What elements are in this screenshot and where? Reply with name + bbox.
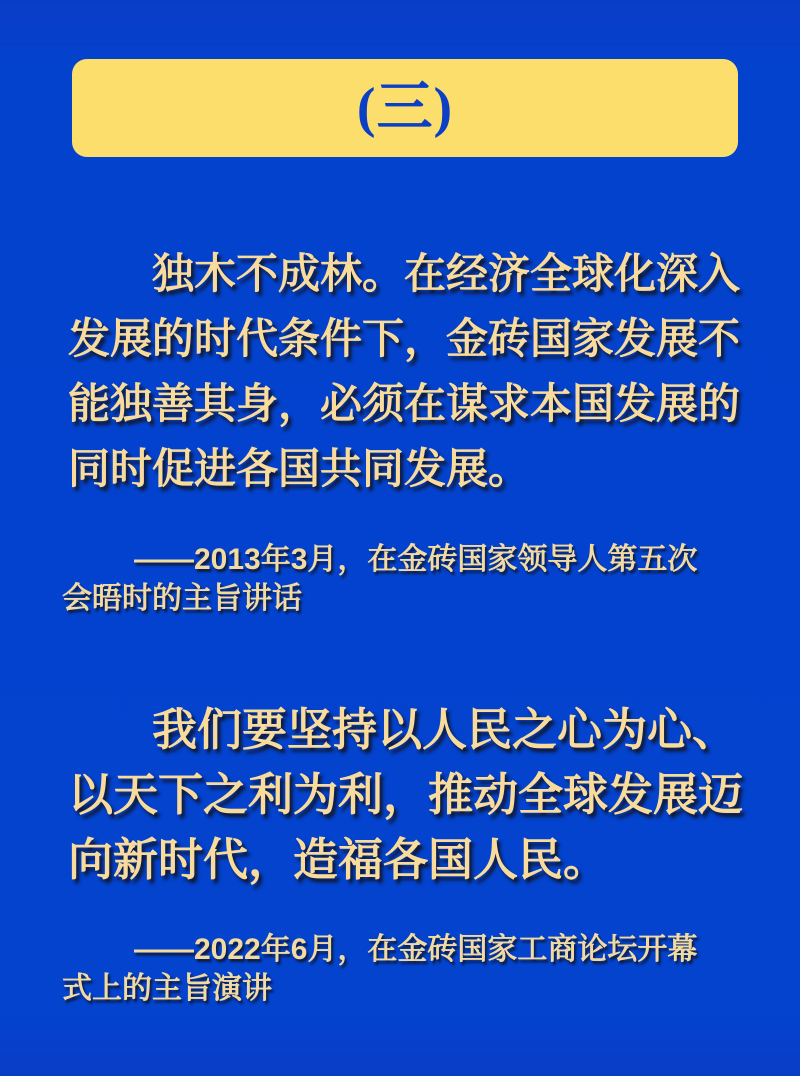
quote-1-line-1: 独木不成林。在经济全球化深入 (152, 252, 741, 298)
quote-1-attribution-line-2: 会晤时的主旨讲话 (62, 582, 302, 615)
quote-1-line-2: 发展的时代条件下，金砖国家发展不 (68, 317, 741, 363)
quote-1-text (68, 243, 758, 503)
section-number-banner (72, 59, 738, 157)
quote-1-attribution-line-1: ——2013年3月，在金砖国家领导人第五次 (134, 543, 698, 576)
quote-1-attribution (62, 540, 697, 618)
quote-1-line-4: 同时促进各国共同发展。 (68, 447, 531, 493)
quote-2-attribution-line-1: ——2022年6月，在金砖国家工商论坛开幕 (134, 933, 698, 966)
quote-2-line-1: 我们要坚持以人民之心为心、 (152, 705, 738, 755)
section-number-label: (三) (356, 77, 454, 139)
quote-1-line-3: 能独善其身，必须在谋求本国发展的 (68, 382, 741, 428)
quote-2-attribution (62, 930, 697, 1008)
quote-2-line-3: 向新时代，造福各国人民。 (68, 835, 609, 885)
quote-2-line-2: 以天下之利为利，推动全球发展迈 (68, 770, 744, 820)
quote-2-text (68, 698, 758, 893)
quote-2-attribution-line-2: 式上的主旨演讲 (62, 972, 272, 1005)
